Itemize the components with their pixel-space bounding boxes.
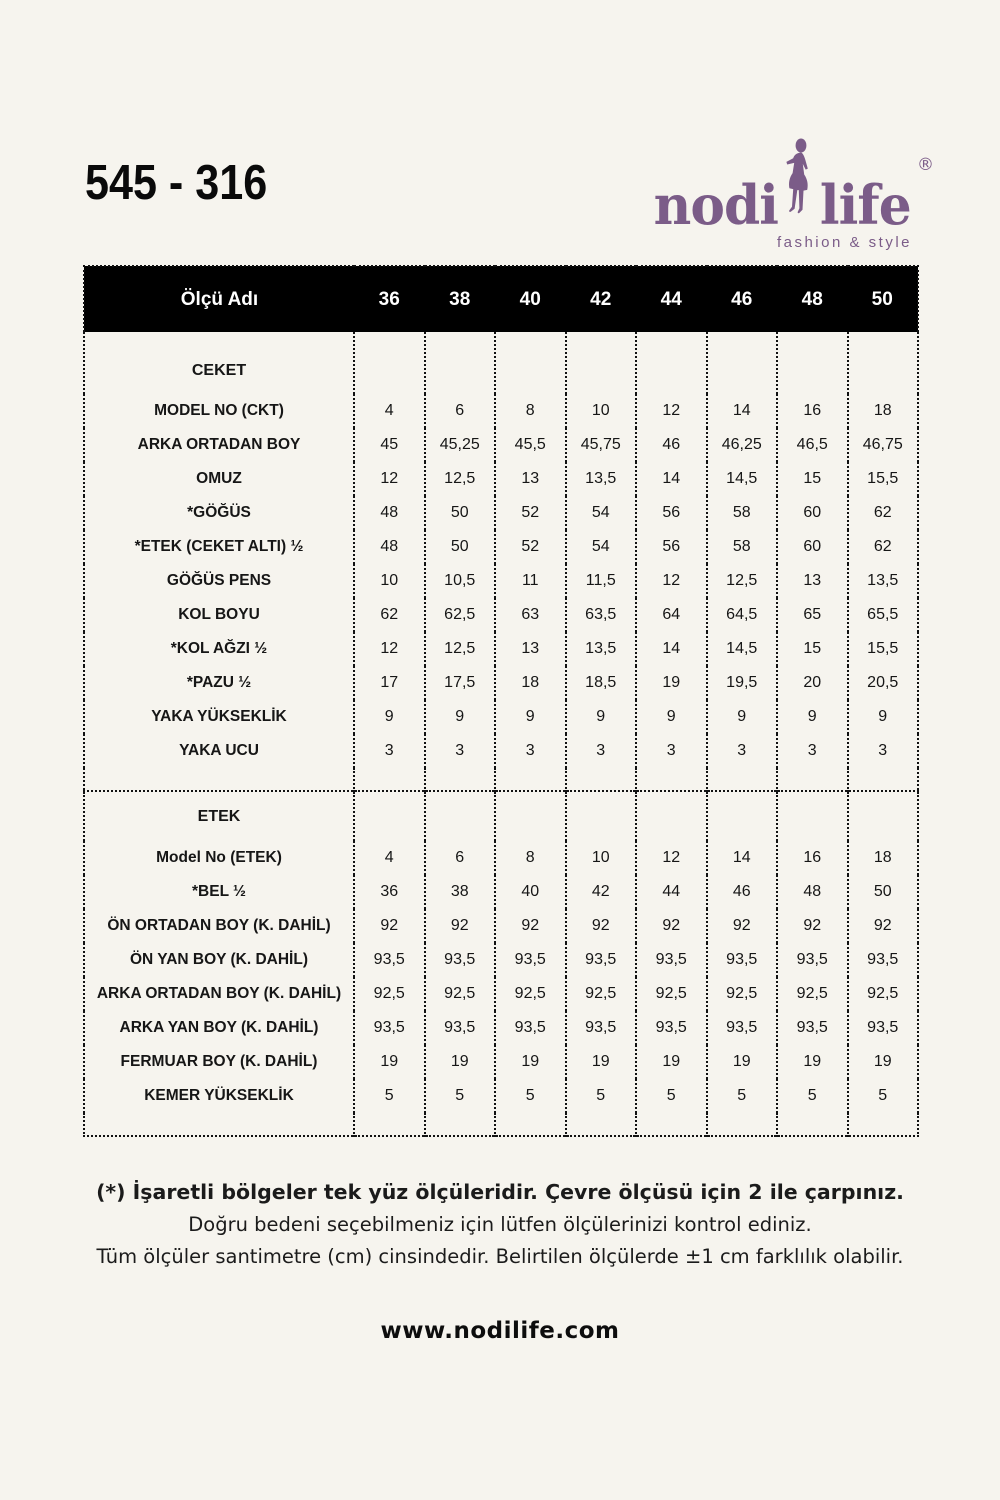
measure-value: 93,5 [425,1011,496,1045]
measure-row [84,496,918,530]
measure-value: 65,5 [848,598,919,632]
measure-value: 12 [354,632,425,666]
measure-value: 64 [636,598,707,632]
measure-label: ARKA YAN BOY (K. DAHİL) [119,1019,319,1036]
model-code: 545 - 316 [85,156,268,210]
measure-value: 10,5 [425,564,496,598]
measure-value: 18,5 [566,666,637,700]
note-line-2: Doğru bedeni seçebilmeniz için lütfen ölçülerinizi kontrol ediniz. [188,1213,812,1236]
size-column-header: 40 [495,266,566,332]
measure-value: 92,5 [707,977,778,1011]
measure-value: 45,5 [495,428,566,462]
section-title: CEKET [191,362,247,379]
measure-row [84,700,918,734]
size-chart-table [83,265,919,1137]
measure-value: 15,5 [848,462,919,496]
measure-row [84,394,918,428]
measure-value: 93,5 [707,943,778,977]
measure-label: ARKA ORTADAN BOY (K. DAHİL) [96,985,342,1002]
measure-value: 12 [354,462,425,496]
spacer-cell [425,768,496,791]
empty-cell [425,332,496,394]
empty-cell [707,332,778,394]
measure-value: 5 [777,1079,848,1113]
measure-value: 93,5 [354,1011,425,1045]
measure-value: 9 [425,700,496,734]
measure-name-header: Ölçü Adı [84,266,354,332]
measure-label: *KOL AĞZI ½ [170,640,268,657]
measure-row [84,909,918,943]
measure-value: 15 [777,632,848,666]
spacer-cell [354,1113,425,1136]
measure-value: 5 [848,1079,919,1113]
measure-value: 8 [495,841,566,875]
empty-cell [848,791,919,841]
measure-value: 45,75 [566,428,637,462]
measure-value: 93,5 [495,1011,566,1045]
measure-value: 46 [707,875,778,909]
measure-value: 60 [777,530,848,564]
measure-value: 93,5 [848,1011,919,1045]
measure-value: 9 [566,700,637,734]
measure-value: 46,75 [848,428,919,462]
measure-value: 63 [495,598,566,632]
table-body [84,332,918,1136]
measure-value: 17 [354,666,425,700]
measure-value: 46,5 [777,428,848,462]
measure-value: 15 [777,462,848,496]
size-chart-table-wrap [83,265,917,1137]
spacer-cell [707,768,778,791]
measure-value: 19 [707,1045,778,1079]
measure-value: 46 [636,428,707,462]
measure-label: KOL BOYU [178,606,260,623]
measure-value: 6 [425,841,496,875]
note-line-3: Tüm ölçüler santimetre (cm) cinsindedir. Belirtilen ölçülerde ±1 cm farklılık olabilir. [96,1245,904,1268]
spacer-cell [566,1113,637,1136]
measure-value: 14,5 [707,462,778,496]
measure-value: 9 [495,700,566,734]
measure-value: 12 [636,564,707,598]
measure-value: 18 [848,841,919,875]
measure-value: 19 [777,1045,848,1079]
measure-value: 50 [425,530,496,564]
measure-row [84,632,918,666]
measure-row [84,564,918,598]
brand-word-left: nodi [653,173,778,237]
measure-value: 93,5 [425,943,496,977]
spacer-cell [84,1113,354,1136]
measure-row [84,530,918,564]
measure-value: 50 [425,496,496,530]
empty-cell [777,332,848,394]
footnotes [0,1176,1000,1273]
measure-value: 13 [495,632,566,666]
measure-value: 3 [848,734,919,768]
size-column-header: 48 [777,266,848,332]
measure-value: 13 [777,564,848,598]
measure-value: 11 [495,564,566,598]
measure-label: *PAZU ½ [186,674,252,691]
measure-value: 9 [777,700,848,734]
spacer-cell [636,768,707,791]
measure-label: MODEL NO (CKT) [154,402,284,419]
measure-value: 62 [354,598,425,632]
measure-row [84,977,918,1011]
measure-row [84,1011,918,1045]
measure-value: 3 [354,734,425,768]
measure-value: 9 [848,700,919,734]
spacer-cell [707,1113,778,1136]
measure-value: 64,5 [707,598,778,632]
measure-value: 60 [777,496,848,530]
empty-cell [707,791,778,841]
measure-value: 62 [848,496,919,530]
measure-row [84,875,918,909]
measure-value: 10 [566,394,637,428]
measure-value: 12,5 [425,632,496,666]
section-title: ETEK [84,791,354,841]
brand-word-right: life [820,173,912,237]
measure-value: 50 [848,875,919,909]
spacer-cell [848,1113,919,1136]
measure-value: 93,5 [566,1011,637,1045]
empty-cell [777,791,848,841]
measure-value: 9 [636,700,707,734]
measure-value: 14,5 [707,632,778,666]
measure-value: 93,5 [354,943,425,977]
spacer-cell [425,1113,496,1136]
measure-value: 12,5 [707,564,778,598]
measure-value: 12,5 [425,462,496,496]
measure-value: 4 [354,394,425,428]
measure-value: 93,5 [636,943,707,977]
website-text: www.nodilife.com [380,1318,620,1344]
measure-value: 16 [777,394,848,428]
measure-value: 17,5 [425,666,496,700]
measure-value: 11,5 [566,564,637,598]
spacer-cell [84,768,354,791]
measure-label: GÖĞÜS PENS [166,572,272,589]
measure-value: 19 [848,1045,919,1079]
measure-value: 8 [495,394,566,428]
measure-value: 58 [707,496,778,530]
registered-mark-icon: ® [917,155,934,175]
spacer-cell [495,768,566,791]
measure-value: 93,5 [777,1011,848,1045]
size-column-header: 42 [566,266,637,332]
measure-value: 42 [566,875,637,909]
measure-value: 6 [425,394,496,428]
measure-value: 5 [566,1079,637,1113]
measure-value: 3 [707,734,778,768]
measure-value: 48 [354,496,425,530]
spacer-cell [566,768,637,791]
measure-row [84,734,918,768]
measure-row [84,943,918,977]
measure-row [84,428,918,462]
measure-value: 12 [636,394,707,428]
measure-value: 92,5 [777,977,848,1011]
measure-value: 92 [354,909,425,943]
measure-value: 54 [566,530,637,564]
measure-label: ÖN YAN BOY (K. DAHİL) [130,951,308,968]
measure-value: 92 [566,909,637,943]
measure-label: YAKA UCU [179,742,259,759]
measure-value: 13,5 [566,462,637,496]
measure-value: 92 [636,909,707,943]
measure-label: *BEL ½ [192,883,246,900]
measure-value: 93,5 [566,943,637,977]
measure-value: 45,25 [425,428,496,462]
measure-value: 65 [777,598,848,632]
empty-cell [566,791,637,841]
brand-logo [653,136,934,251]
measure-value: 62,5 [425,598,496,632]
measure-value: 19 [566,1045,637,1079]
empty-cell [566,332,637,394]
empty-cell [354,791,425,841]
measure-value: 5 [707,1079,778,1113]
empty-cell [848,332,919,394]
measure-value: 92 [777,909,848,943]
measure-value: 3 [566,734,637,768]
measure-value: 93,5 [636,1011,707,1045]
section-spacer-row [84,768,918,791]
empty-cell [495,332,566,394]
measure-value: 45 [354,428,425,462]
measure-value: 48 [777,875,848,909]
measure-value: 16 [777,841,848,875]
measure-value: 14 [707,394,778,428]
measure-label: *GÖĞÜS [187,504,251,521]
measure-row [84,598,918,632]
measure-value: 92,5 [354,977,425,1011]
measure-value: 14 [636,632,707,666]
measure-value: 19,5 [707,666,778,700]
measure-row [84,1045,918,1079]
spacer-cell [354,768,425,791]
logo-tagline: fashion & style [776,234,912,251]
measure-label: OMUZ [196,470,242,487]
measure-value: 92,5 [495,977,566,1011]
measure-value: 13,5 [566,632,637,666]
measure-value: 40 [495,875,566,909]
measure-row [84,462,918,496]
measure-value: 92 [707,909,778,943]
measure-value: 93,5 [707,1011,778,1045]
measure-value: 18 [495,666,566,700]
measure-row [84,1079,918,1113]
measure-value: 13 [495,462,566,496]
empty-cell [425,791,496,841]
measure-value: 13,5 [848,564,919,598]
measure-value: 18 [848,394,919,428]
measure-value: 63,5 [566,598,637,632]
measure-value: 56 [636,530,707,564]
measure-value: 46,25 [707,428,778,462]
measure-value: 10 [566,841,637,875]
measure-label: KEMER YÜKSEKLİK [144,1087,294,1104]
section-title-row [84,791,918,841]
measure-value: 19 [636,1045,707,1079]
measure-value: 62 [848,530,919,564]
measure-value: 92 [425,909,496,943]
measure-label: FERMUAR BOY (K. DAHİL) [120,1053,318,1070]
measure-label: ARKA ORTADAN BOY [137,436,301,453]
measure-value: 36 [354,875,425,909]
table-header-row [84,266,918,332]
measure-value: 92 [495,909,566,943]
measure-value: 5 [495,1079,566,1113]
empty-cell [495,791,566,841]
measure-value: 3 [495,734,566,768]
size-column-header: 50 [848,266,919,332]
spacer-cell [777,1113,848,1136]
measure-value: 92,5 [848,977,919,1011]
measure-value: 10 [354,564,425,598]
measure-value: 20 [777,666,848,700]
measure-label: YAKA YÜKSEKLİK [151,708,287,725]
measure-value: 56 [636,496,707,530]
measure-value: 3 [425,734,496,768]
measure-row [84,841,918,875]
measure-value: 5 [354,1079,425,1113]
measure-value: 15,5 [848,632,919,666]
size-column-header: 46 [707,266,778,332]
empty-cell [354,332,425,394]
empty-cell [636,332,707,394]
measure-value: 93,5 [777,943,848,977]
measure-value: 19 [495,1045,566,1079]
measure-value: 48 [354,530,425,564]
empty-cell [636,791,707,841]
measure-value: 92,5 [566,977,637,1011]
measure-value: 92,5 [425,977,496,1011]
measure-value: 44 [636,875,707,909]
measure-value: 20,5 [848,666,919,700]
measure-row [84,666,918,700]
spacer-cell [777,768,848,791]
measure-value: 9 [354,700,425,734]
measure-value: 3 [777,734,848,768]
spacer-cell [636,1113,707,1136]
measure-value: 5 [636,1079,707,1113]
measure-value: 93,5 [495,943,566,977]
measure-label: ÖN ORTADAN BOY (K. DAHİL) [107,917,331,934]
measure-value: 92 [848,909,919,943]
measure-value: 92,5 [636,977,707,1011]
section-spacer-row [84,1113,918,1136]
measure-value: 54 [566,496,637,530]
measure-value: 38 [425,875,496,909]
measure-value: 19 [354,1045,425,1079]
measure-value: 19 [425,1045,496,1079]
measure-label: *ETEK (CEKET ALTI) ½ [134,538,304,555]
measure-value: 14 [636,462,707,496]
measure-value: 52 [495,530,566,564]
measure-value: 52 [495,496,566,530]
measure-value: 12 [636,841,707,875]
size-column-header: 38 [425,266,496,332]
spacer-cell [495,1113,566,1136]
size-column-header: 44 [636,266,707,332]
measure-value: 14 [707,841,778,875]
measure-value: 3 [636,734,707,768]
measure-value: 93,5 [848,943,919,977]
woman-silhouette-icon [777,136,821,234]
measure-value: 9 [707,700,778,734]
section-title-row [84,332,918,394]
measure-value: 5 [425,1079,496,1113]
measure-value: 19 [636,666,707,700]
size-column-header: 36 [354,266,425,332]
measure-label: Model No (ETEK) [156,849,282,866]
spacer-cell [848,768,919,791]
measure-value: 4 [354,841,425,875]
measure-value: 58 [707,530,778,564]
note-line-1: (*) İşaretli bölgeler tek yüz ölçüleridir. Çevre ölçüsü için 2 ile çarpınız. [96,1180,904,1204]
